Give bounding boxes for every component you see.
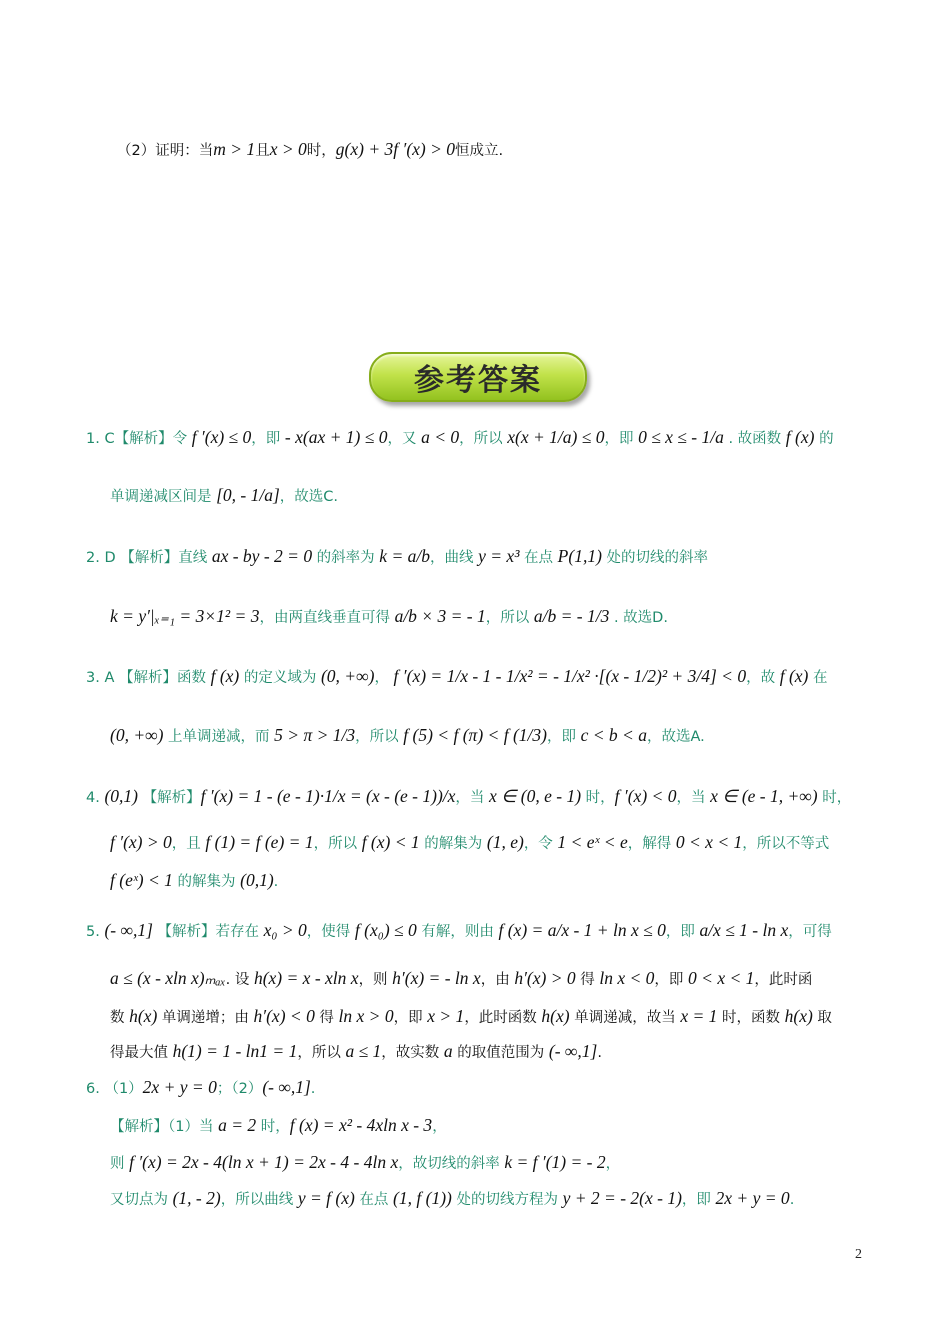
math-expression: (1, - 2) <box>172 1188 221 1208</box>
text-segment: 恒成立. <box>455 143 504 159</box>
answer-line <box>110 484 338 507</box>
text-segment: 5. <box>86 924 105 940</box>
text-segment: . <box>789 1192 795 1208</box>
math-expression: y = f (x) <box>297 1188 355 1208</box>
problem-part2 <box>117 138 503 161</box>
text-segment: ，故实数 <box>381 1045 444 1061</box>
text-segment: ，即 <box>681 1192 716 1208</box>
text-segment: ，曲线 <box>430 550 479 566</box>
math-expression: (- ∞,1] <box>548 1041 598 1061</box>
text-segment: ，由 <box>480 972 515 988</box>
math-expression: ax - by - 2 = 0 <box>211 546 313 566</box>
text-segment: 又切点为 <box>110 1192 173 1208</box>
math-expression: ln x > 0 <box>338 1006 394 1026</box>
math-expression: f (eˣ) < 1 <box>110 870 173 890</box>
math-expression: a < 0 <box>421 427 460 447</box>
math-expression: (0, +∞) <box>320 666 375 686</box>
text-segment: ，所以不等式 <box>742 836 830 852</box>
text-segment: ，由两直线垂直可得 <box>259 610 395 626</box>
math-expression: a <box>443 1041 453 1061</box>
math-expression: k = f ′(1) = - 2 <box>504 1152 606 1172</box>
math-expression: P(1,1) <box>557 546 602 566</box>
math-expression: a = 2 <box>218 1115 257 1135</box>
math-expression: f (x) <box>210 666 240 686</box>
math-expression: k = y′|ₓ₌₁ = 3×1² = 3 <box>110 606 260 626</box>
text-segment: 单调递增；由 <box>157 1010 254 1026</box>
math-expression: h(x) <box>541 1006 570 1026</box>
answer-line <box>86 785 851 808</box>
text-segment: ，可得 <box>788 924 832 940</box>
text-segment: ，当 <box>676 790 711 806</box>
text-segment: 有解，则由 <box>416 924 499 940</box>
text-segment: 在 <box>808 670 828 686</box>
text-segment: ，故 <box>746 670 780 686</box>
text-segment: 单调递减，故当 <box>569 1010 681 1026</box>
text-segment: ，使得 <box>306 924 355 940</box>
math-expression: 5 > π > 1/3 <box>274 725 356 745</box>
text-segment: ，当 <box>455 790 490 806</box>
math-expression: f ′(x) < 0 <box>614 786 677 806</box>
math-expression: m > 1 <box>213 139 256 159</box>
text-segment: ，此时函 <box>754 972 813 988</box>
math-expression: f (x) < 1 <box>361 832 420 852</box>
answer-line <box>110 869 278 892</box>
text-segment: 4. <box>86 790 105 806</box>
text-segment: 在点 <box>354 1192 394 1208</box>
text-segment: 时， <box>581 790 615 806</box>
math-expression: x = 1 <box>680 1006 718 1026</box>
text-segment: ，此时函数 <box>464 1010 542 1026</box>
math-expression: (1, e) <box>486 832 524 852</box>
math-expression: 1 < eˣ < e <box>557 832 628 852</box>
text-segment: 处的切线的斜率 <box>601 550 709 566</box>
math-expression: h(x) <box>129 1006 158 1026</box>
math-expression: a/b × 3 = - 1 <box>394 606 486 626</box>
text-segment: 数 <box>110 1010 130 1026</box>
answer-line <box>86 426 834 449</box>
text-segment: 上单调递减，而 <box>163 729 275 745</box>
math-expression: f (x) <box>785 427 815 447</box>
math-expression: x > 0 <box>269 139 307 159</box>
math-expression: f ′(x) = 1/x - 1 - 1/x² = - 1/x² ·[(x - 1/2)² + 3/4] < 0 <box>393 666 747 686</box>
math-expression: 0 < x < 1 <box>688 968 755 988</box>
math-expression: k = a/b <box>379 546 430 566</box>
math-expression: h(1) = 1 - ln1 = 1 <box>172 1041 298 1061</box>
text-segment: ， <box>432 1119 447 1135</box>
text-segment: ，即 <box>665 924 700 940</box>
text-segment: ，且 <box>171 836 206 852</box>
answer-line <box>110 724 705 747</box>
math-expression: h′(x) < 0 <box>253 1006 315 1026</box>
answer-line <box>86 545 708 568</box>
text-segment: . <box>597 1045 602 1061</box>
math-expression: 2x + y = 0 <box>715 1188 790 1208</box>
math-expression: x(x + 1/a) ≤ 0 <box>507 427 605 447</box>
text-segment: ，故切线的斜率 <box>398 1156 505 1172</box>
text-segment: 的解集为 <box>419 836 487 852</box>
math-expression: (0,1) <box>240 870 274 890</box>
math-expression: x ∈ (0, e - 1) <box>489 786 582 806</box>
answer-line <box>110 1151 620 1174</box>
answer-line <box>86 919 832 942</box>
text-segment: . <box>310 1081 316 1097</box>
math-expression: a ≤ (x - xln x)ₘₐₓ <box>110 968 226 988</box>
text-segment: ，则 <box>358 972 393 988</box>
text-segment: 的取值范围为 <box>452 1045 549 1061</box>
text-segment: . 故选D. <box>609 610 668 626</box>
text-segment: ，即 <box>393 1010 428 1026</box>
text-segment: 6. （1） <box>86 1081 143 1097</box>
text-segment: 的定义域为 <box>239 670 321 686</box>
text-segment: . <box>273 874 279 890</box>
text-segment: 时， <box>256 1119 290 1135</box>
text-segment: 的解集为 <box>172 874 241 890</box>
math-expression: f ′(x) = 1 - (e - 1)·1/x = (x - (e - 1))/x <box>200 786 456 806</box>
math-expression: [0, - 1/a] <box>216 485 280 505</box>
answer-line <box>110 967 812 990</box>
math-expression: f ′(x) = 2x - 4(ln x + 1) = 2x - 4 - 4ln x <box>129 1152 399 1172</box>
math-expression: f ′(x) ≤ 0 <box>191 427 252 447</box>
text-segment: 时， <box>306 143 336 159</box>
math-expression: f (x) = a/x - 1 + ln x ≤ 0 <box>498 920 666 940</box>
math-expression: f (x) = x² - 4xln x - 3 <box>289 1115 433 1135</box>
math-expression: ln x < 0 <box>599 968 655 988</box>
math-expression: f ′(x) > 0 <box>110 832 172 852</box>
text-segment: 的 <box>814 431 834 447</box>
text-segment: 【解析】（1）当 <box>110 1119 219 1135</box>
text-segment: ，即 <box>654 972 689 988</box>
math-expression: c < b < a <box>580 725 647 745</box>
text-segment: ，故选C. <box>279 489 339 505</box>
text-segment: ；（2） <box>216 1081 263 1097</box>
answer-line <box>86 665 828 688</box>
math-expression: (0, +∞) <box>110 725 164 745</box>
answer-line <box>110 1005 832 1028</box>
text-segment: 处的切线方程为 <box>451 1192 563 1208</box>
text-segment: 时，函数 <box>717 1010 785 1026</box>
math-expression: x > 1 <box>427 1006 465 1026</box>
text-segment: ，故选A. <box>646 729 705 745</box>
text-segment: . 故函数 <box>723 431 786 447</box>
text-segment: ，所以曲线 <box>220 1192 298 1208</box>
math-expression: f (x) <box>779 666 809 686</box>
text-segment: （2）证明：当 <box>117 143 214 159</box>
text-segment: ，令 <box>523 836 558 852</box>
text-segment: ，所以 <box>297 1045 346 1061</box>
math-expression: x ∈ (e - 1, +∞) <box>710 786 818 806</box>
text-segment: ，所以 <box>313 836 362 852</box>
math-expression: y + 2 = - 2(x - 1) <box>562 1188 682 1208</box>
math-expression: a/b = - 1/3 <box>533 606 610 626</box>
math-expression: (- ∞,1] <box>262 1077 311 1097</box>
math-expression: a/x ≤ 1 - ln x <box>699 920 789 940</box>
text-segment: ，即 <box>251 431 285 447</box>
math-expression: h(x) <box>784 1006 813 1026</box>
math-expression: 0 ≤ x ≤ - 1/a <box>638 427 724 447</box>
text-segment: 得 <box>314 1010 339 1026</box>
math-expression: 0 < x < 1 <box>675 832 743 852</box>
answer-line <box>110 1040 602 1063</box>
text-segment: 的斜率为 <box>312 550 380 566</box>
text-segment: ，所以 <box>355 729 404 745</box>
math-expression: (- ∞,1] <box>104 920 153 940</box>
answer-key-title: 参考答案 <box>414 363 542 398</box>
text-segment: 取 <box>812 1010 832 1026</box>
text-segment: ，即 <box>546 729 581 745</box>
text-segment: 单调递减区间是 <box>110 489 217 505</box>
answer-line <box>86 1076 315 1099</box>
math-expression: h(x) = x - xln x <box>253 968 359 988</box>
math-expression: (1, f (1)) <box>393 1188 452 1208</box>
math-expression: y = x³ <box>478 546 520 566</box>
math-expression: 2x + y = 0 <box>142 1077 217 1097</box>
page-number: 2 <box>855 1247 862 1262</box>
math-expression: (0,1) <box>104 786 138 806</box>
text-segment: 得 <box>575 972 600 988</box>
text-segment: ，所以 <box>459 431 508 447</box>
math-expression: f (1) = f (e) = 1 <box>205 832 314 852</box>
answer-line <box>110 1187 794 1210</box>
text-segment: ， <box>605 1156 621 1172</box>
answer-line <box>110 831 829 854</box>
text-segment: 【解析】若存在 <box>152 924 264 940</box>
math-expression: f (5) < f (π) < f (1/3) <box>403 725 547 745</box>
math-expression: h′(x) = - ln x <box>392 968 481 988</box>
text-segment: ，即 <box>604 431 639 447</box>
answer-line <box>110 1114 447 1137</box>
answer-line <box>110 605 668 628</box>
text-segment: 3. A 【解析】函数 <box>86 670 211 686</box>
answer-key-banner <box>369 352 587 402</box>
text-segment: ，又 <box>387 431 422 447</box>
text-segment: ，所以 <box>485 610 534 626</box>
text-segment: 1. C【解析】令 <box>86 431 192 447</box>
text-segment: 则 <box>110 1156 130 1172</box>
text-segment: 且 <box>255 143 270 159</box>
text-segment: . 设 <box>225 972 254 988</box>
math-expression: g(x) + 3f ′(x) > 0 <box>335 139 456 159</box>
text-segment: 在点 <box>519 550 558 566</box>
text-segment: ，解得 <box>627 836 676 852</box>
math-expression: x₀ > 0 <box>263 920 307 940</box>
math-expression: f (x₀) ≤ 0 <box>354 920 417 940</box>
text-segment: ， <box>374 670 394 686</box>
text-segment: 时， <box>817 790 852 806</box>
text-segment: 2. D 【解析】直线 <box>86 550 212 566</box>
math-expression: a ≤ 1 <box>345 1041 382 1061</box>
math-expression: h′(x) > 0 <box>514 968 576 988</box>
text-segment: 【解析】 <box>137 790 201 806</box>
text-segment: 得最大值 <box>110 1045 173 1061</box>
math-expression: - x(ax + 1) ≤ 0 <box>284 427 388 447</box>
